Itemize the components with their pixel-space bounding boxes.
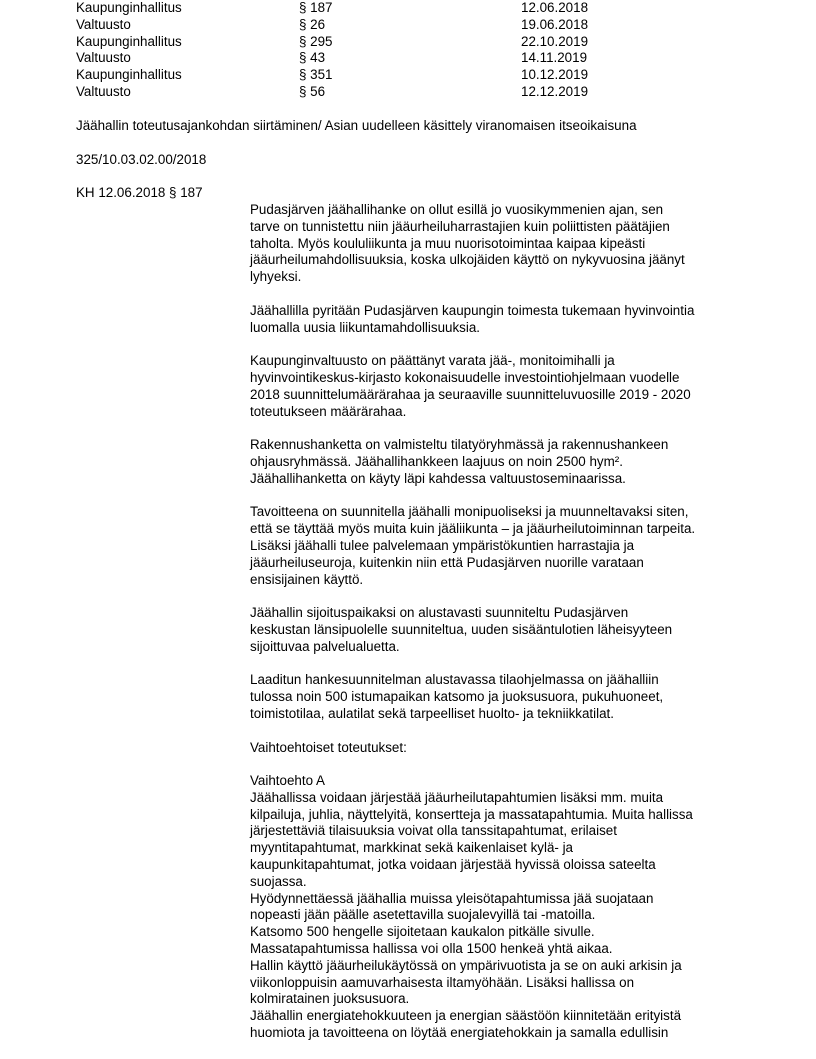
text-line: sijoittuvaa palvelualuetta. (250, 638, 400, 654)
text-line: jääurheilumahdollisuuksia, koska ulkojäiden käyttö on nykyvuosina jäänyt (250, 252, 685, 268)
history-row (76, 17, 636, 34)
history-org: Valtuusto (76, 83, 131, 99)
history-org: Kaupunginhallitus (76, 33, 182, 49)
history-org: Kaupunginhallitus (76, 67, 182, 83)
text-line: taholta. Myös koululiikunta ja muu nuorisotoimintaa kaipaa kipeästi (250, 235, 646, 251)
text-line: hyvinvointikeskus-kirjasto kokonaisuudelle investointiohjelmaan vuodelle (250, 369, 680, 385)
history-paragraph: § 351 (299, 67, 333, 83)
history-org: Valtuusto (76, 16, 131, 32)
text-line: Hyödynnettäessä jäähallia muissa yleisötapahtumissa jää suojataan (250, 890, 654, 906)
text-line: toimistotilaa, aulatilat sekä tarpeelliset huolto- ja tekniikkatilat. (250, 705, 614, 721)
text-line: Rakennushanketta on valmisteltu tilatyöryhmässä ja rakennushankeen (250, 437, 669, 453)
text-line: kolmiratainen juoksusuora. (250, 991, 410, 1007)
decision-history-table (76, 0, 636, 101)
text-line: Jäähallin energiatehokkuuteen ja energian säästöön kiinnitetään erityistä (250, 1008, 682, 1024)
text-line: Laaditun hankesuunnitelman alustavassa tilaohjelmassa on jäähalliin (250, 672, 659, 688)
history-paragraph: § 43 (299, 50, 326, 66)
history-org: Valtuusto (76, 50, 131, 66)
history-paragraph: § 56 (299, 83, 326, 99)
meeting-reference: KH 12.06.2018 § 187 (76, 185, 203, 200)
text-line: keskustan länsipuolelle suunniteltua, uuden sisääntulotien läheisyyteen (250, 621, 673, 637)
text-line: lyhyeksi. (250, 269, 302, 285)
text-line: suojassa. (250, 873, 307, 889)
history-row (76, 84, 636, 101)
diary-number: 325/10.03.02.00/2018 (76, 152, 207, 167)
text-line: Tavoitteena on suunnitella jäähalli monipuoliseksi ja muunneltavaksi siten, (250, 504, 689, 520)
text-line: Vaihtoehtoiset toteutukset: (250, 739, 407, 755)
history-row (76, 50, 636, 67)
paragraph (250, 437, 750, 487)
text-line: järjestettäviä tilaisuuksia voivat olla tanssitapahtumat, erilaiset (250, 823, 617, 839)
text-line: Massatapahtumissa hallissa voi olla 1500 henkeä yhtä aikaa. (250, 941, 613, 957)
text-line: 2018 suunnittelumäärärahaa ja seuraaville suunnitteluvuosille 2019 - 2020 (250, 386, 691, 402)
history-date: 10.12.2019 (521, 67, 589, 83)
paragraph (250, 740, 750, 757)
text-line: luomalla uusia liikuntamahdollisuuksia. (250, 319, 480, 335)
paragraph (250, 202, 750, 286)
text-line: jääurheiluseuroja, kuitenkin niin että Pudasjärven nuorille varataan (250, 554, 644, 570)
paragraph (250, 353, 750, 420)
text-line: tulossa noin 500 istumapaikan katsomo ja juoksusuora, pukuhuoneet, (250, 689, 664, 705)
text-line: Kaupunginvaltuusto on päättänyt varata jää-, monitoimihalli ja (250, 353, 615, 369)
history-date: 22.10.2019 (521, 33, 589, 49)
paragraph (250, 504, 750, 588)
history-date: 12.12.2019 (521, 83, 589, 99)
text-line: tarve on tunnistettu niin jääurheiluharrastajien kuin poliittisten päätäjien (250, 218, 670, 234)
text-line: Jäähallilla pyritään Pudasjärven kaupungin toimesta tukemaan hyvinvointia (250, 302, 695, 318)
history-paragraph: § 187 (299, 0, 333, 15)
text-line: Hallin käyttö jääurheilukäytössä on ympärivuotista ja se on auki arkisin ja (250, 957, 682, 973)
text-line: Pudasjärven jäähallihanke on ollut esillä jo vuosikymmenien ajan, sen (250, 202, 664, 217)
history-row (76, 67, 636, 84)
text-line: Vaihtoehto A (250, 773, 325, 789)
text-line: kaupunkitapahtumat, jotka voidaan järjestää hyvissä oloissa sateelta (250, 857, 656, 873)
paragraph (250, 773, 750, 1042)
document-body (250, 202, 750, 1059)
text-line: että se täyttää myös muita kuin jääliikunta – ja jääurheilutoiminnan tarpeita. (250, 521, 696, 537)
text-line: kilpailuja, juhlia, näyttelyitä, konsertteja ja massatapahtumia. Muita hallissa (250, 806, 693, 822)
text-line: toteutukseen määrärahaa. (250, 403, 407, 419)
history-paragraph: § 26 (299, 16, 326, 32)
text-line: nopeasti jään päälle asetettavilla suojalevyillä tai -matoilla. (250, 907, 596, 923)
text-line: ohjausryhmässä. Jäähallihankkeen laajuus on noin 2500 hym². (250, 453, 623, 469)
text-line: Jäähallihanketta on käyty läpi kahdessa valtuustoseminaarissa. (250, 470, 626, 486)
subject-title: Jäähallin toteutusajankohdan siirtäminen/ Asian uudelleen käsittely viranomaisen itseoikaisuna (76, 118, 637, 133)
text-line: Jäähallissa voidaan järjestää jääurheilutapahtumien lisäksi mm. muita (250, 789, 664, 805)
paragraph (250, 303, 750, 337)
text-line: huomiota ja tavoitteena on löytää energiatehokkain ja samalla edullisin (250, 1025, 669, 1041)
text-line: myyntitapahtumat, markkinat sekä kaikenlaiset kylä- ja (250, 840, 573, 856)
history-row (76, 34, 636, 51)
history-row (76, 0, 636, 17)
history-paragraph: § 295 (299, 33, 333, 49)
paragraph (250, 672, 750, 722)
history-date: 14.11.2019 (521, 50, 588, 66)
text-line: Jäähallin sijoituspaikaksi on alustavasti suunniteltu Pudasjärven (250, 605, 629, 621)
history-date: 19.06.2018 (521, 16, 589, 32)
history-date: 12.06.2018 (521, 0, 589, 15)
text-line: Lisäksi jäähalli tulee palvelemaan ympäristökuntien harrastajia ja (250, 537, 635, 553)
history-org: Kaupunginhallitus (76, 0, 182, 15)
paragraph (250, 605, 750, 655)
text-line: ensisijainen käyttö. (250, 571, 364, 587)
text-line: Katsomo 500 hengelle sijoitetaan kaukalon pitkälle sivulle. (250, 924, 595, 940)
text-line: viikonloppuisin aamuvarhaisesta iltamyöhään. Lisäksi hallissa on (250, 974, 635, 990)
